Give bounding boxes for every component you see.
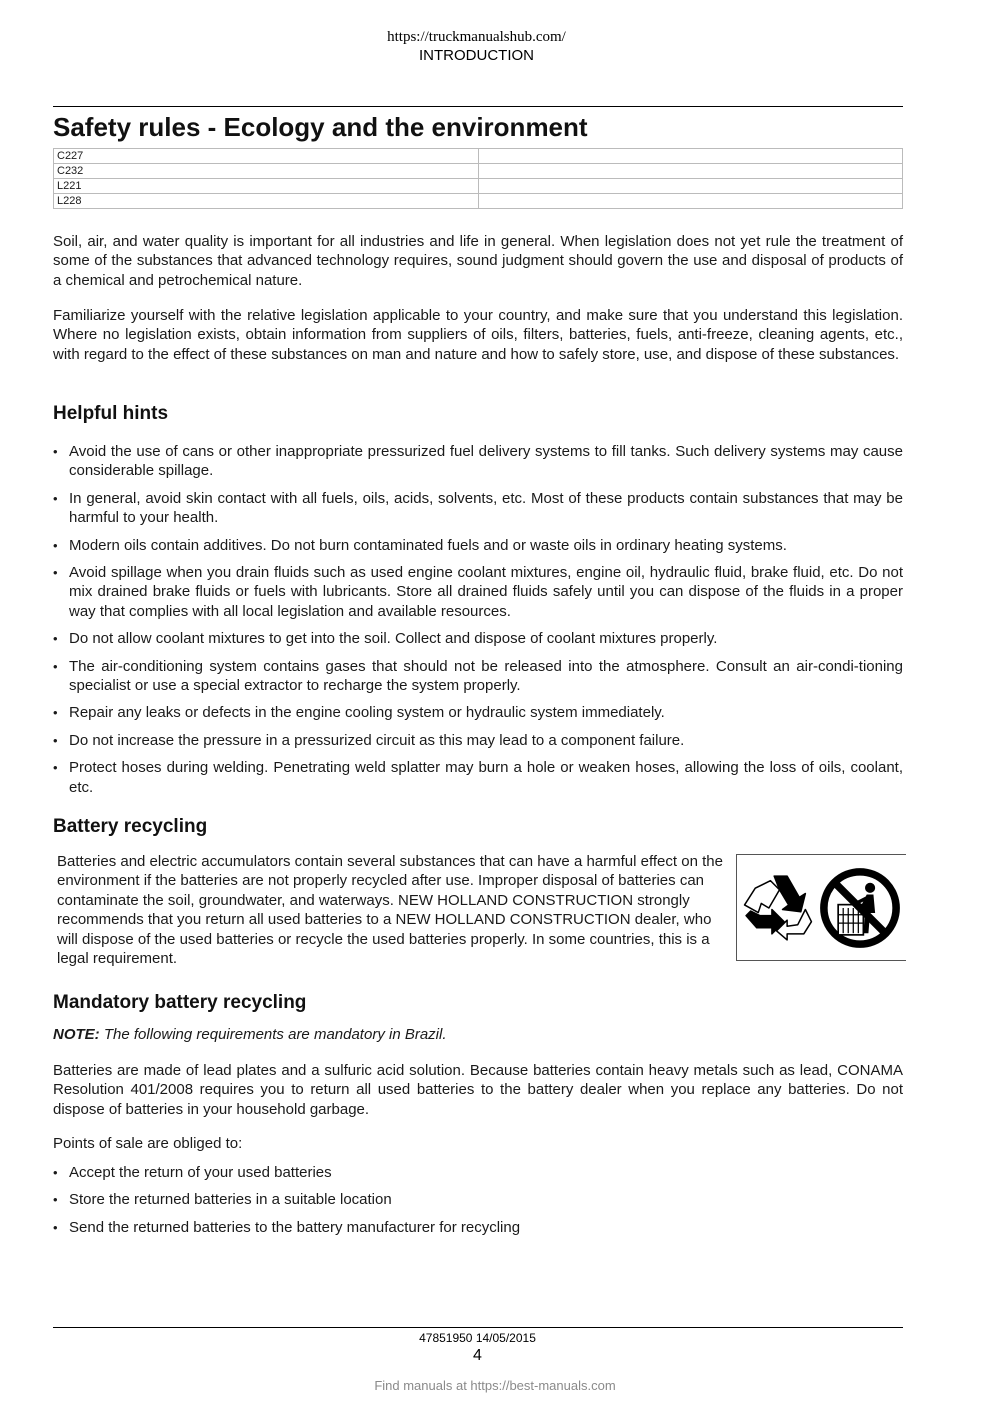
bullet-icon: •	[53, 732, 58, 748]
model-cell: L228	[54, 194, 479, 209]
intro-paragraph-2: Familiarize yourself with the relative legislation applicable to your country, and make sure that you understand this legislation. Where no legislation exists, obtain information from suppliers of oils, filters, batteries, fuels, anti-freeze, cleaning agents, etc., with regard to the effect of these substances on man and nature and how to safely store, use, and dispose of these substances.	[53, 307, 903, 363]
list-item	[53, 758, 903, 797]
note-label: NOTE:	[53, 1026, 100, 1043]
list-item	[53, 629, 903, 648]
mandatory-paragraph: Batteries are made of lead plates and a sulfuric acid solution. Because batteries contain heavy metals such as lead, CONAMA Resolution 401/2008 requires you to return all used batteries to the battery dealer when you replace any batteries. Do not dispose of batteries in your household garbage.	[53, 1062, 903, 1118]
bullet-icon: •	[53, 1219, 58, 1235]
page-number: 4	[473, 1347, 482, 1364]
list-item-text: Protect hoses during welding. Penetrating weld splatter may burn a hole or weaken hoses, allowing the loss of oils, coolant, etc.	[69, 759, 903, 796]
list-item	[53, 703, 903, 722]
no-trash-bin-icon	[818, 866, 902, 950]
list-item-text: Avoid spillage when you drain fluids such as used engine coolant mixtures, engine oil, hydraulic fluid, brake fluid, etc. Do not mix drained brake fluids or fuels with lubricants. Store all drained fluids safely until you can dispose of the fluids in a proper way that complies with all local legislation and available resources.	[69, 564, 903, 620]
list-item	[53, 1190, 903, 1209]
list-item	[53, 731, 903, 750]
bullet-icon: •	[53, 760, 58, 776]
bullet-icon: •	[53, 565, 58, 581]
table-row	[54, 179, 903, 194]
bottom-rule	[53, 1327, 903, 1328]
list-item-text: Repair any leaks or defects in the engine cooling system or hydraulic system immediately.	[69, 704, 665, 722]
header-url[interactable]: https://truckmanualshub.com/	[387, 29, 566, 45]
document-code: 47851950 14/05/2015	[419, 1331, 536, 1345]
table-row	[54, 164, 903, 179]
points-of-sale-list	[53, 1163, 903, 1245]
recycle-icon	[740, 870, 816, 946]
bullet-icon: •	[53, 658, 58, 674]
battery-recycling-heading: Battery recycling	[53, 816, 208, 837]
helpful-hints-list	[53, 442, 903, 805]
model-cell: C227	[54, 149, 479, 164]
bullet-icon: •	[53, 1192, 58, 1208]
list-item	[53, 1218, 903, 1237]
list-item-text: In general, avoid skin contact with all fuels, oils, acids, solvents, etc. Most of these products contain substances that may be harmful to your health.	[69, 489, 903, 527]
empty-cell	[478, 194, 903, 209]
points-of-sale-intro: Points of sale are obliged to:	[53, 1135, 243, 1152]
table-row	[54, 194, 903, 209]
model-cell: C232	[54, 164, 479, 179]
list-item-text: Send the returned batteries to the battery manufacturer for recycling	[69, 1218, 521, 1236]
list-item	[53, 442, 903, 481]
empty-cell	[478, 179, 903, 194]
bullet-icon: •	[53, 490, 58, 506]
list-item-text: Store the returned batteries in a suitable location	[69, 1191, 392, 1209]
top-rule	[53, 106, 903, 107]
list-item-text: Do not increase the pressure in a pressurized circuit as this may lead to a component failure.	[69, 731, 685, 749]
bullet-icon: •	[53, 537, 58, 553]
list-item-text: Accept the return of your used batteries	[69, 1164, 332, 1181]
list-item-text: Do not allow coolant mixtures to get into the soil. Collect and dispose of coolant mixtures properly.	[69, 630, 718, 648]
list-item-text: Modern oils contain additives. Do not burn contaminated fuels and or waste oils in ordinary heating systems.	[69, 536, 787, 554]
note	[53, 1026, 903, 1043]
model-cell: L221	[54, 179, 479, 194]
battery-recycling-text: Batteries and electric accumulators contain several substances that can have a harmful effect on the environment if the batteries are not properly recycled after use. Improper disposal of batteries can contaminate the soil, groundwater, and waterways. NEW HOLLAND CONSTRUCTION strongly recommends that you return all used batteries to a NEW HOLLAND CONSTRUCTION dealer, who will dispose of the used batteries or recycle the used batteries properly. In some countries, this is a legal requirement.	[57, 853, 723, 968]
page-title: Safety rules - Ecology and the environment	[53, 112, 588, 142]
intro-paragraph-1: Soil, air, and water quality is important for all industries and life in general. When legislation does not yet rule the treatment of some of the substances that advanced technology requires, sound judgment should govern the use and disposal of products of a chemical and petrochemical nature.	[53, 233, 903, 289]
list-item	[53, 536, 903, 555]
list-item-text: Avoid the use of cans or other inappropriate pressurized fuel delivery systems to fill tanks. Such delivery systems may cause considerable spillage.	[69, 443, 903, 480]
list-item	[53, 1163, 903, 1182]
bullet-icon: •	[53, 444, 58, 459]
note-text: The following requirements are mandatory in Brazil.	[103, 1026, 447, 1043]
empty-cell	[478, 149, 903, 164]
list-item	[53, 563, 903, 621]
bullet-icon: •	[53, 1165, 58, 1180]
list-item-text: The air-conditioning system contains gases that should not be released into the atmosphere. Consult an air-condi-tioning specialist or use a special extractor to recharge the system properly.	[69, 657, 903, 695]
bullet-icon: •	[53, 631, 58, 647]
mandatory-recycling-heading: Mandatory battery recycling	[53, 992, 307, 1013]
empty-cell	[478, 164, 903, 179]
find-manuals-link[interactable]: Find manuals at https://best-manuals.com	[374, 1378, 616, 1393]
table-row	[54, 149, 903, 164]
bullet-icon: •	[53, 705, 58, 721]
model-table	[53, 148, 903, 209]
helpful-hints-heading: Helpful hints	[53, 403, 169, 424]
section-name: INTRODUCTION	[419, 47, 534, 64]
recycling-pictogram	[736, 854, 906, 961]
list-item	[53, 489, 903, 528]
list-item	[53, 657, 903, 696]
